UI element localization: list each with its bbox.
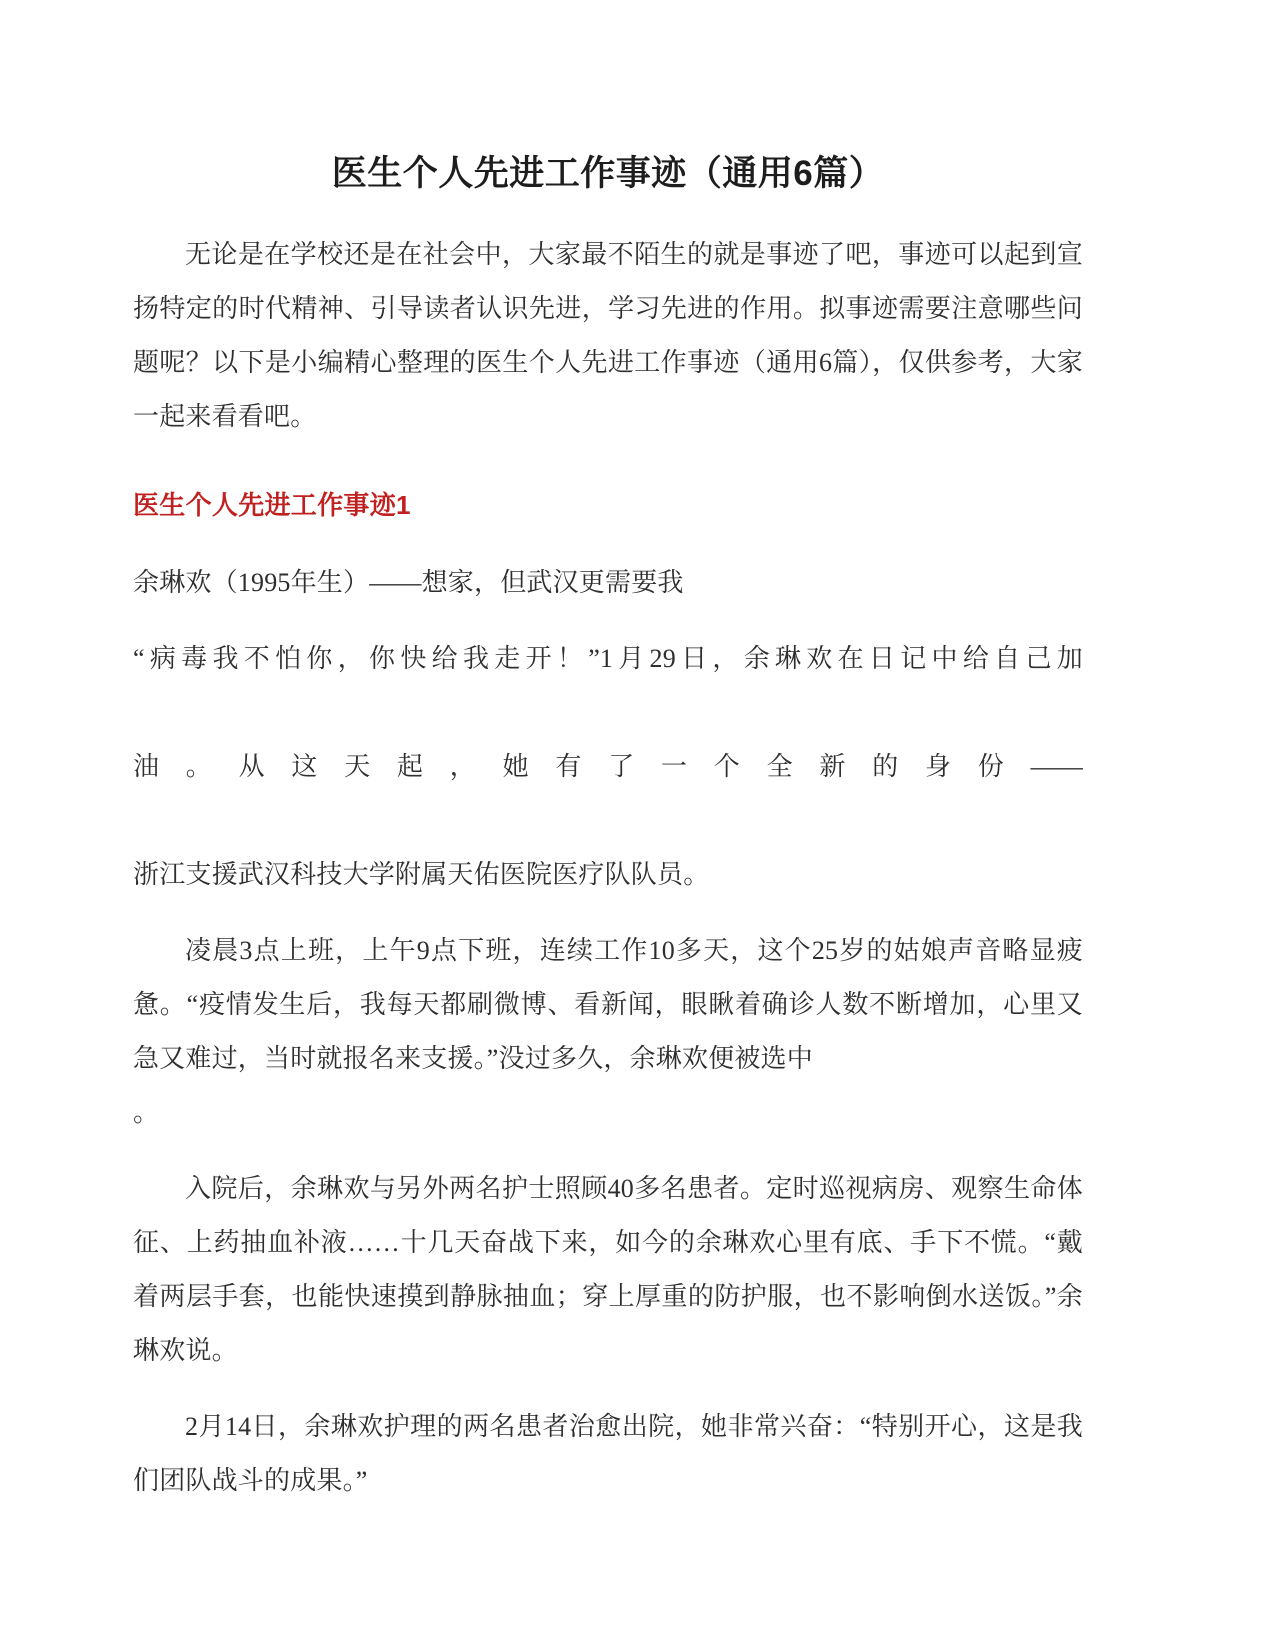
paragraph-line-1: “病毒我不怕你，你快给我走开！”1月29日，余琳欢在日记中给自己加 — [133, 643, 1083, 673]
paragraph-line-2: 油。从这天起，她有了一个全新的身份—— — [133, 751, 1083, 781]
paragraph-patients-discharged: 2月14日，余琳欢护理的两名患者治愈出院，她非常兴奋：“特别开心，这是我们团队战斗的成果。” — [133, 1411, 1083, 1495]
paragraph-ward-duties: 入院后，余琳欢与另外两名护士照顾40多名患者。定时巡视病房、观察生命体征、上药抽血补液……十几天奋战下来，如今的余琳欢心里有底、手下不慌。“戴着两层手套，也能快速摸到静脉抽血；穿上厚重的防护服，也不影响倒水送饭。”余琳欢说。 — [133, 1173, 1083, 1365]
section-heading-1: 医生个人先进工作事迹1 — [133, 489, 411, 520]
paragraph-shift-schedule: 凌晨3点上班，上午9点下班，连续工作10多天，这个25岁的姑娘声音略显疲惫。“疫情发生后，我每天都刷微博、看新闻，眼瞅着确诊人数不断增加，心里又急又难过，当时就报名来支援。”没过多久，余琳欢便被选中 — [133, 935, 1083, 1073]
intro-paragraph: 无论是在学校还是在社会中，大家最不陌生的就是事迹了吧，事迹可以起到宣扬特定的时代精神、引导读者认识先进，学习先进的作用。拟事迹需要注意哪些问题呢？以下是小编精心整理的医生个人先进工作事迹（通用6篇），仅供参考，大家一起来看看吧。 — [133, 239, 1083, 431]
paragraph-diary-quote — [133, 632, 1083, 902]
section-subtitle: 余琳欢（1995年生）——想家，但武汉更需要我 — [133, 567, 684, 597]
paragraph-orphan-period: 。 — [133, 1097, 160, 1127]
page-title: 医生个人先进工作事迹（通用6篇） — [331, 154, 885, 193]
paragraph-line-3: 浙江支援武汉科技大学附属天佑医院医疗队队员。 — [133, 859, 710, 889]
document-content — [133, 0, 1083, 1508]
